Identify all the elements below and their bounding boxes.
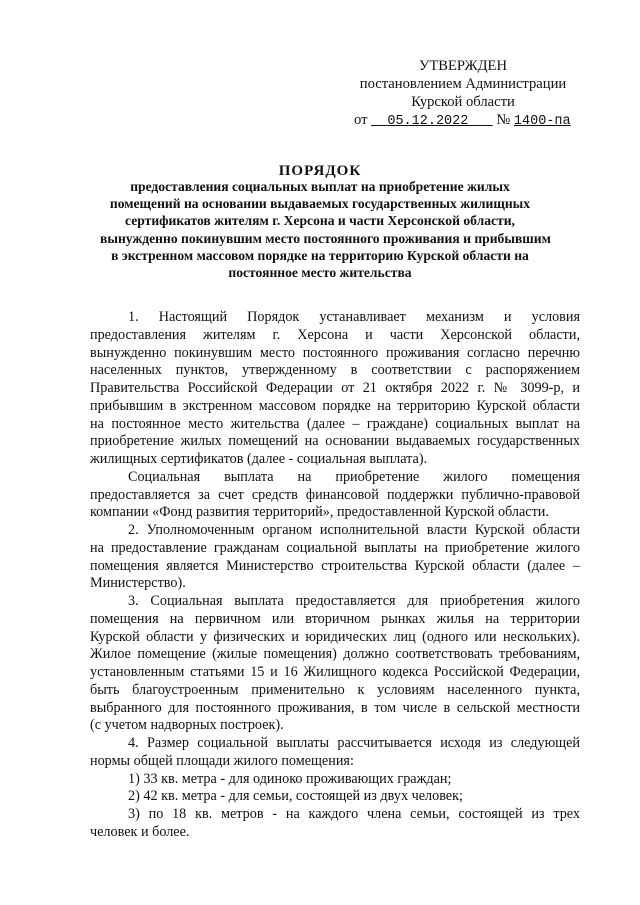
body-line: предоставляется за счет средств финансовой поддержки публично-правовой [90, 486, 580, 503]
subtitle-line: постоянное место жительства [228, 265, 412, 281]
body-line: приобретение жилых помещений на основании выдаваемых государственных [90, 433, 580, 450]
body-line: жилищных сертификатов (далее - социальная выплата). [90, 451, 428, 467]
approved-heading: УТВЕРЖДЕН [419, 58, 507, 74]
body-line: Жилое помещение (жилые помещения) должно соответствовать требованиям, [90, 646, 580, 663]
approval-stamp [348, 57, 578, 131]
subtitle-line: вынужденно покинувшим место постоянного проживания и прибывшим [100, 230, 551, 246]
body-line: помещения является Министерство строительства Курской области (далее – [90, 557, 580, 574]
number-prefix: № [496, 112, 511, 128]
body-line: быть благоустроенным применительно к условиям населенного пункта, [90, 681, 580, 698]
body-line: на предоставление гражданам социальной выплаты на приобретение жилого [90, 539, 580, 556]
body-line: Министерство). [90, 575, 186, 592]
list-item: человек и более. [90, 823, 190, 840]
body-line: нормы общей площади жилого помещения: [90, 752, 354, 769]
body-line: Правительства Российской Федерации от 21 октября 2022 г. № 3099-р, и [90, 380, 580, 396]
body-line: 3. Социальная выплата предоставляется для приобретения жилого [128, 593, 580, 609]
list-item: 2) 42 кв. метра - для семьи, состоящей из двух человек; [128, 788, 463, 805]
subtitle-line: предоставления социальных выплат на приобретение жилых [130, 179, 510, 194]
body-line: прибывшим в экстренном массовом порядке на территорию Курской области [90, 397, 580, 414]
body-line: вынужденно покинувшим место постоянного проживания согласно перечню [90, 344, 580, 361]
date-prefix: от [354, 112, 368, 128]
approved-by-line-2: Курской области [411, 94, 515, 110]
approval-date: 05.12.2022 [387, 114, 469, 129]
body-line: Социальная выплата на приобретение жилого помещения [128, 468, 580, 485]
body-line: на постоянное место жительства (далее – граждане) социальных выплат на [90, 415, 580, 432]
subtitle-line: в экстренном массовом порядке на территорию Курской области на [111, 247, 529, 263]
body-line: компании «Фонд развития территорий», предоставленной Курской области. [90, 504, 549, 521]
subtitle-line: сертификатов жителям г. Херсона и части Херсонской области, [125, 213, 515, 229]
subtitle-line: помещений на основании выдаваемых государственных жилищных [109, 196, 531, 212]
body-line: предоставления жителям г. Херсона и части Херсонской области, [90, 326, 580, 343]
body-line: Курской области у физических и юридических лиц (одного или нескольких). [90, 628, 580, 645]
body-line: 2. Уполномоченным органом исполнительной власти Курской области [128, 522, 580, 538]
body-line: помещения на первичном или вторичном рынках жилья на территории [90, 610, 580, 627]
document-title: ПОРЯДОК [278, 163, 362, 179]
body-line: выбранного для постоянного проживания, в том числе в сельской местности [90, 699, 580, 716]
list-item: 3) по 18 кв. метров - на каждого члена семьи, состоящей из трех [128, 806, 580, 822]
approved-by-line-1: постановлением Администрации [359, 76, 567, 92]
body-line: населенных пунктов, утвержденному в соответствии с распоряжением [90, 362, 580, 379]
approval-date-line [348, 111, 578, 131]
body-line: 4. Размер социальной выплаты рассчитывается исходя из следующей [128, 735, 580, 751]
list-item: 1) 33 кв. метра - для одиноко проживающих граждан; [128, 770, 452, 787]
document-subtitle [100, 178, 551, 281]
document-body [90, 309, 580, 842]
approval-number: 1400-па [513, 114, 571, 129]
body-line: установленным статьями 15 и 16 Жилищного кодекса Российской Федерации, [90, 664, 580, 680]
body-line: (с учетом надворных построек). [90, 717, 284, 734]
body-line: 1. Настоящий Порядок устанавливает механизм и условия [128, 309, 580, 325]
